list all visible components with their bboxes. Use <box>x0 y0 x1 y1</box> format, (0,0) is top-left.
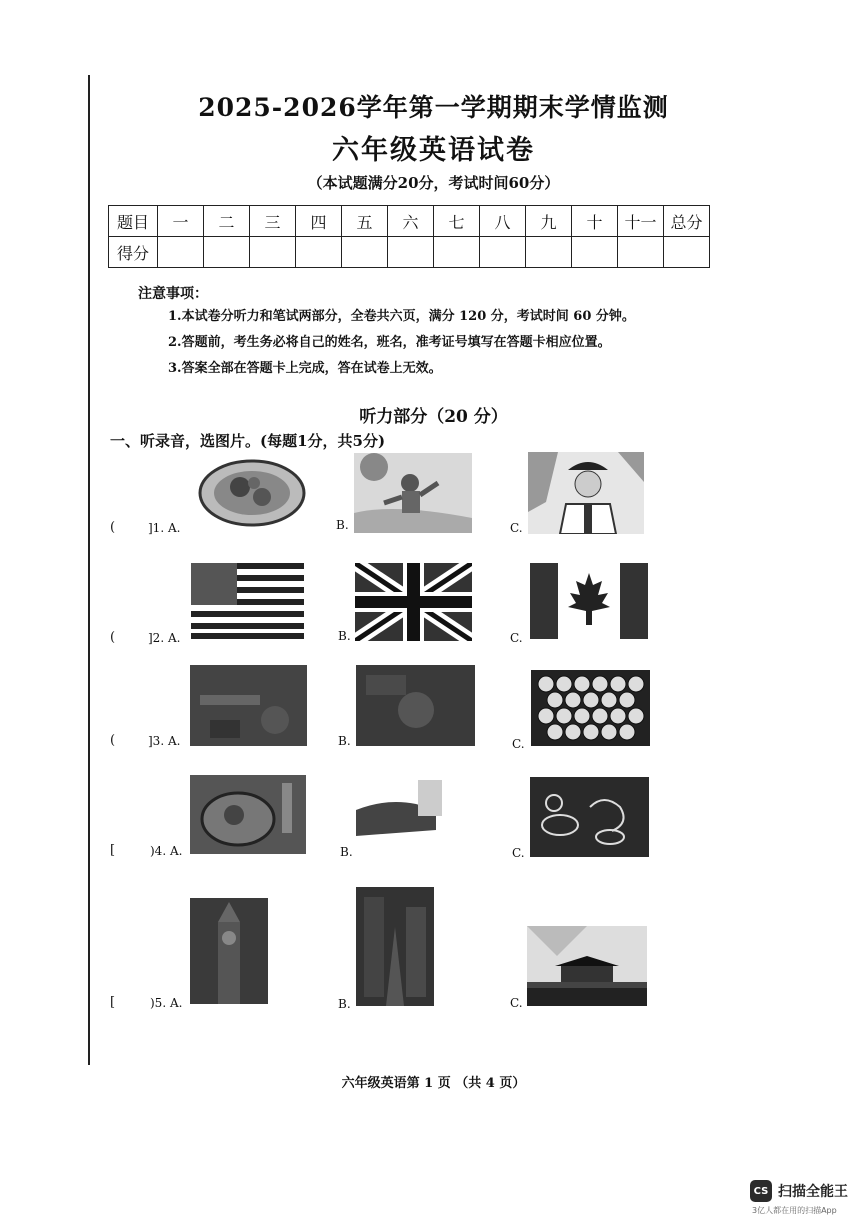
answer-bracket[interactable]: ( <box>110 520 116 535</box>
answer-bracket[interactable]: [ <box>110 995 116 1010</box>
note-item: 3.答案全部在答题卡上完成，答在试卷上无效。 <box>168 361 442 376</box>
score-input-cell[interactable] <box>342 237 388 268</box>
option-b-label: B. <box>338 997 351 1011</box>
score-input-cell[interactable] <box>388 237 434 268</box>
question-label: ]1. A. <box>148 521 181 535</box>
score-input-cell[interactable] <box>296 237 342 268</box>
scanner-watermark <box>750 1180 848 1202</box>
score-cell: 七 <box>434 206 480 237</box>
score-input-cell[interactable] <box>204 237 250 268</box>
listening-heading: 听力部分（20 分） <box>359 407 508 427</box>
score-cell: 一 <box>158 206 204 237</box>
score-input-cell[interactable] <box>250 237 296 268</box>
option-c-label: C. <box>512 737 525 751</box>
score-cell: 十 <box>572 206 618 237</box>
big-ben-tower-image[interactable] <box>190 898 268 1004</box>
exam-subtitle: 六年级英语试卷 <box>332 135 535 166</box>
score-input-cell[interactable] <box>480 237 526 268</box>
binding-margin-line <box>88 75 90 1065</box>
uk-flag-image[interactable] <box>355 563 472 641</box>
score-table-header-row <box>109 206 710 237</box>
option-b-label: B. <box>338 629 351 643</box>
question-label: ]3. A. <box>148 734 181 748</box>
score-cell: 三 <box>250 206 296 237</box>
exam-title: 2025-2026学年第一学期期末学情监测 <box>198 93 669 122</box>
score-input-cell[interactable] <box>664 237 710 268</box>
police-officer-image[interactable] <box>528 452 644 534</box>
question-label: ]2. A. <box>148 631 181 645</box>
honeycomb-pattern-image[interactable] <box>531 670 650 746</box>
score-input-cell[interactable] <box>158 237 204 268</box>
question-instruction: 一、听录音，选图片。(每题1分，共5分) <box>110 432 386 450</box>
score-cell: 五 <box>342 206 388 237</box>
dark-photo-image[interactable] <box>190 665 307 746</box>
page-footer: 六年级英语第 1 页 （共 4 页） <box>341 1076 526 1091</box>
dark-photo-image[interactable] <box>356 665 475 746</box>
camscanner-logo-icon: CS <box>750 1180 772 1202</box>
answer-bracket[interactable]: ( <box>110 630 116 645</box>
note-item: 2.答题前，考生务必将自己的姓名，班名，准考证号填写在答题卡相应位置。 <box>168 335 611 350</box>
option-b-label: B. <box>336 518 349 532</box>
option-c-label: C. <box>510 631 523 645</box>
score-cell: 十一 <box>618 206 664 237</box>
usa-flag-image[interactable] <box>191 563 304 639</box>
boy-waving-image[interactable] <box>354 453 472 533</box>
option-c-label: C. <box>512 846 525 860</box>
notes-title: 注意事项： <box>138 286 208 302</box>
score-cell: 八 <box>480 206 526 237</box>
plate-of-food-image[interactable] <box>196 455 308 531</box>
answer-bracket[interactable]: ( <box>110 733 116 748</box>
scanner-app-name: 扫描全能王 <box>778 1184 848 1200</box>
dark-street-image[interactable] <box>356 887 434 1006</box>
score-table <box>108 205 710 268</box>
score-cell: 九 <box>526 206 572 237</box>
score-row-label: 得分 <box>109 237 158 268</box>
food-bowl-image[interactable] <box>190 775 306 854</box>
option-b-label: B. <box>340 845 353 859</box>
score-cell: 题目 <box>109 206 158 237</box>
option-c-label: C. <box>510 996 523 1010</box>
canada-flag-image[interactable] <box>530 563 648 639</box>
option-b-label: B. <box>338 734 351 748</box>
score-input-cell[interactable] <box>572 237 618 268</box>
tiananmen-gate-image[interactable] <box>527 926 647 1006</box>
score-cell: 六 <box>388 206 434 237</box>
option-c-label: C. <box>510 521 523 535</box>
hand-gesture-image[interactable] <box>356 780 460 840</box>
score-input-cell[interactable] <box>526 237 572 268</box>
score-input-cell[interactable] <box>434 237 480 268</box>
score-cell: 二 <box>204 206 250 237</box>
score-cell: 四 <box>296 206 342 237</box>
chalk-drawing-image[interactable] <box>530 777 649 857</box>
score-cell: 总分 <box>664 206 710 237</box>
note-item: 1.本试卷分听力和笔试两部分，全卷共六页，满分 120 分，考试时间 60 分钟。 <box>168 309 635 324</box>
exam-info: （本试题满分20分，考试时间60分） <box>307 174 560 192</box>
answer-bracket[interactable]: [ <box>110 843 116 858</box>
question-label: )4. A. <box>150 844 183 858</box>
score-table-score-row <box>109 237 710 268</box>
scanner-app-tagline: 3亿人都在用的扫描App <box>752 1206 837 1215</box>
score-input-cell[interactable] <box>618 237 664 268</box>
question-label: )5. A. <box>150 996 183 1010</box>
